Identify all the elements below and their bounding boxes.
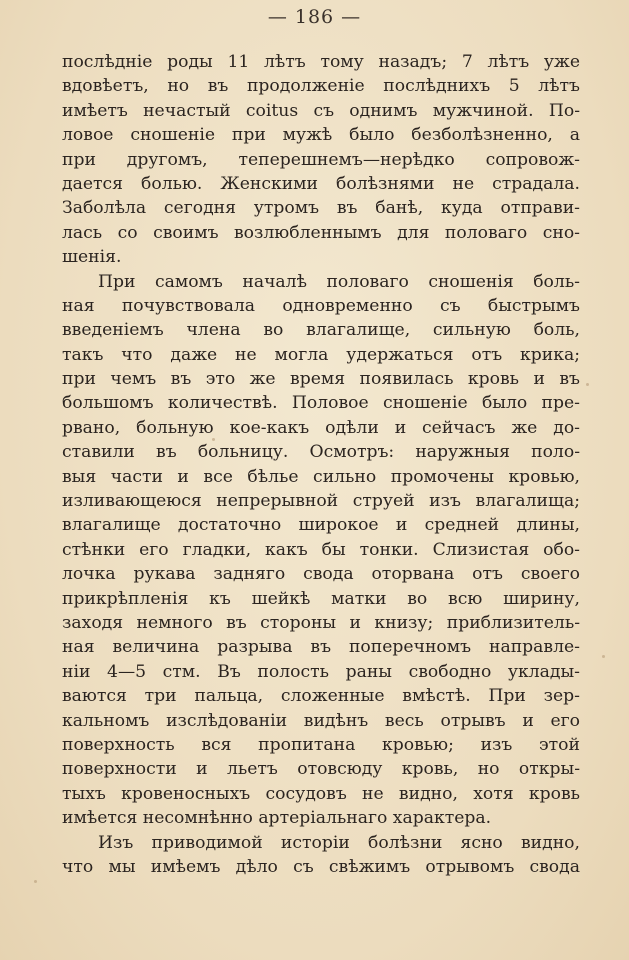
text-line: большомъ количествѣ. Половое сношеніе было пре-: [62, 393, 580, 414]
text-line: ная почувствовала одновременно съ быстрымъ: [62, 295, 580, 316]
text-line: стѣнки его гладки, какъ бы тонки. Слизистая обо-: [62, 539, 580, 560]
text-line: имѣетъ нечастый coitus съ однимъ мужчиной. По-: [62, 100, 580, 121]
text-line: тыхъ кровеносныхъ сосудовъ не видно, хотя кровь: [62, 783, 580, 804]
page-number: — 186 —: [267, 6, 362, 28]
text-line: имѣется несомнѣнно артеріальнаго характера.: [62, 808, 492, 829]
text-line: лочка рукава задняго свода оторвана отъ своего: [62, 564, 580, 585]
paragraph-first-line: При самомъ началѣ половаго сношенія боль-: [98, 271, 580, 292]
paper-speck: [212, 438, 215, 441]
text-line: ная величина разрыва въ поперечномъ направле-: [62, 637, 580, 658]
text-line: выя части и все бѣлье сильно промочены кровью,: [62, 466, 580, 487]
body-text: [62, 50, 580, 879]
text-line: ніи 4—5 стм. Въ полость раны свободно уклады-: [62, 661, 580, 682]
text-line: поверхности и льетъ отовсюду кровь, но откры-: [62, 759, 580, 780]
text-line: шенія.: [62, 247, 122, 268]
text-line: прикрѣпленія къ шейкѣ матки во всю ширину,: [62, 588, 580, 609]
text-line: что мы имѣемъ дѣло съ свѣжимъ отрывомъ свода: [62, 856, 580, 877]
text-line: изливающеюся непрерывной струей изъ влагалища;: [62, 491, 580, 512]
text-line: влагалище достаточно широкое и средней длины,: [62, 515, 580, 536]
text-line: дается болью. Женскими болѣзнями не страдала.: [62, 173, 580, 194]
paper-speck: [586, 383, 589, 386]
paper-speck: [34, 880, 37, 883]
text-line: при чемъ въ это же время появилась кровь и въ: [62, 369, 580, 390]
paper-speck: [602, 655, 605, 658]
text-line: ваются три пальца, сложенные вмѣстѣ. При зер-: [62, 686, 580, 707]
text-line: Заболѣла сегодня утромъ въ банѣ, куда отправи-: [62, 198, 580, 219]
paragraph-first-line: Изъ приводимой исторіи болѣзни ясно видно,: [98, 832, 580, 853]
text-line: поверхность вся пропитана кровью; изъ этой: [62, 734, 580, 755]
text-line: заходя немного въ стороны и книзу; приблизитель-: [62, 612, 580, 633]
text-line: рвано, больную кое-какъ одѣли и сейчасъ же до-: [62, 417, 580, 438]
text-line: ловое сношеніе при мужѣ было безболѣзненно, а: [62, 125, 580, 146]
text-line: послѣдніе роды 11 лѣтъ тому назадъ; 7 лѣтъ уже: [62, 52, 580, 72]
text-line: введеніемъ члена во влагалище, сильную боль,: [62, 320, 580, 341]
text-line: ставили въ больницу. Осмотръ: наружныя поло-: [62, 442, 580, 463]
text-line: при другомъ, теперешнемъ—нерѣдко сопровож-: [62, 149, 580, 170]
text-line: кальномъ изслѣдованіи видѣнъ весь отрывъ и его: [62, 710, 580, 731]
text-line: вдовѣетъ, но въ продолженіе послѣднихъ 5 лѣтъ: [62, 76, 580, 97]
text-line: лась со своимъ возлюбленнымъ для половаго сно-: [62, 222, 580, 243]
text-line: такъ что даже не могла удержаться отъ крика;: [62, 344, 580, 365]
